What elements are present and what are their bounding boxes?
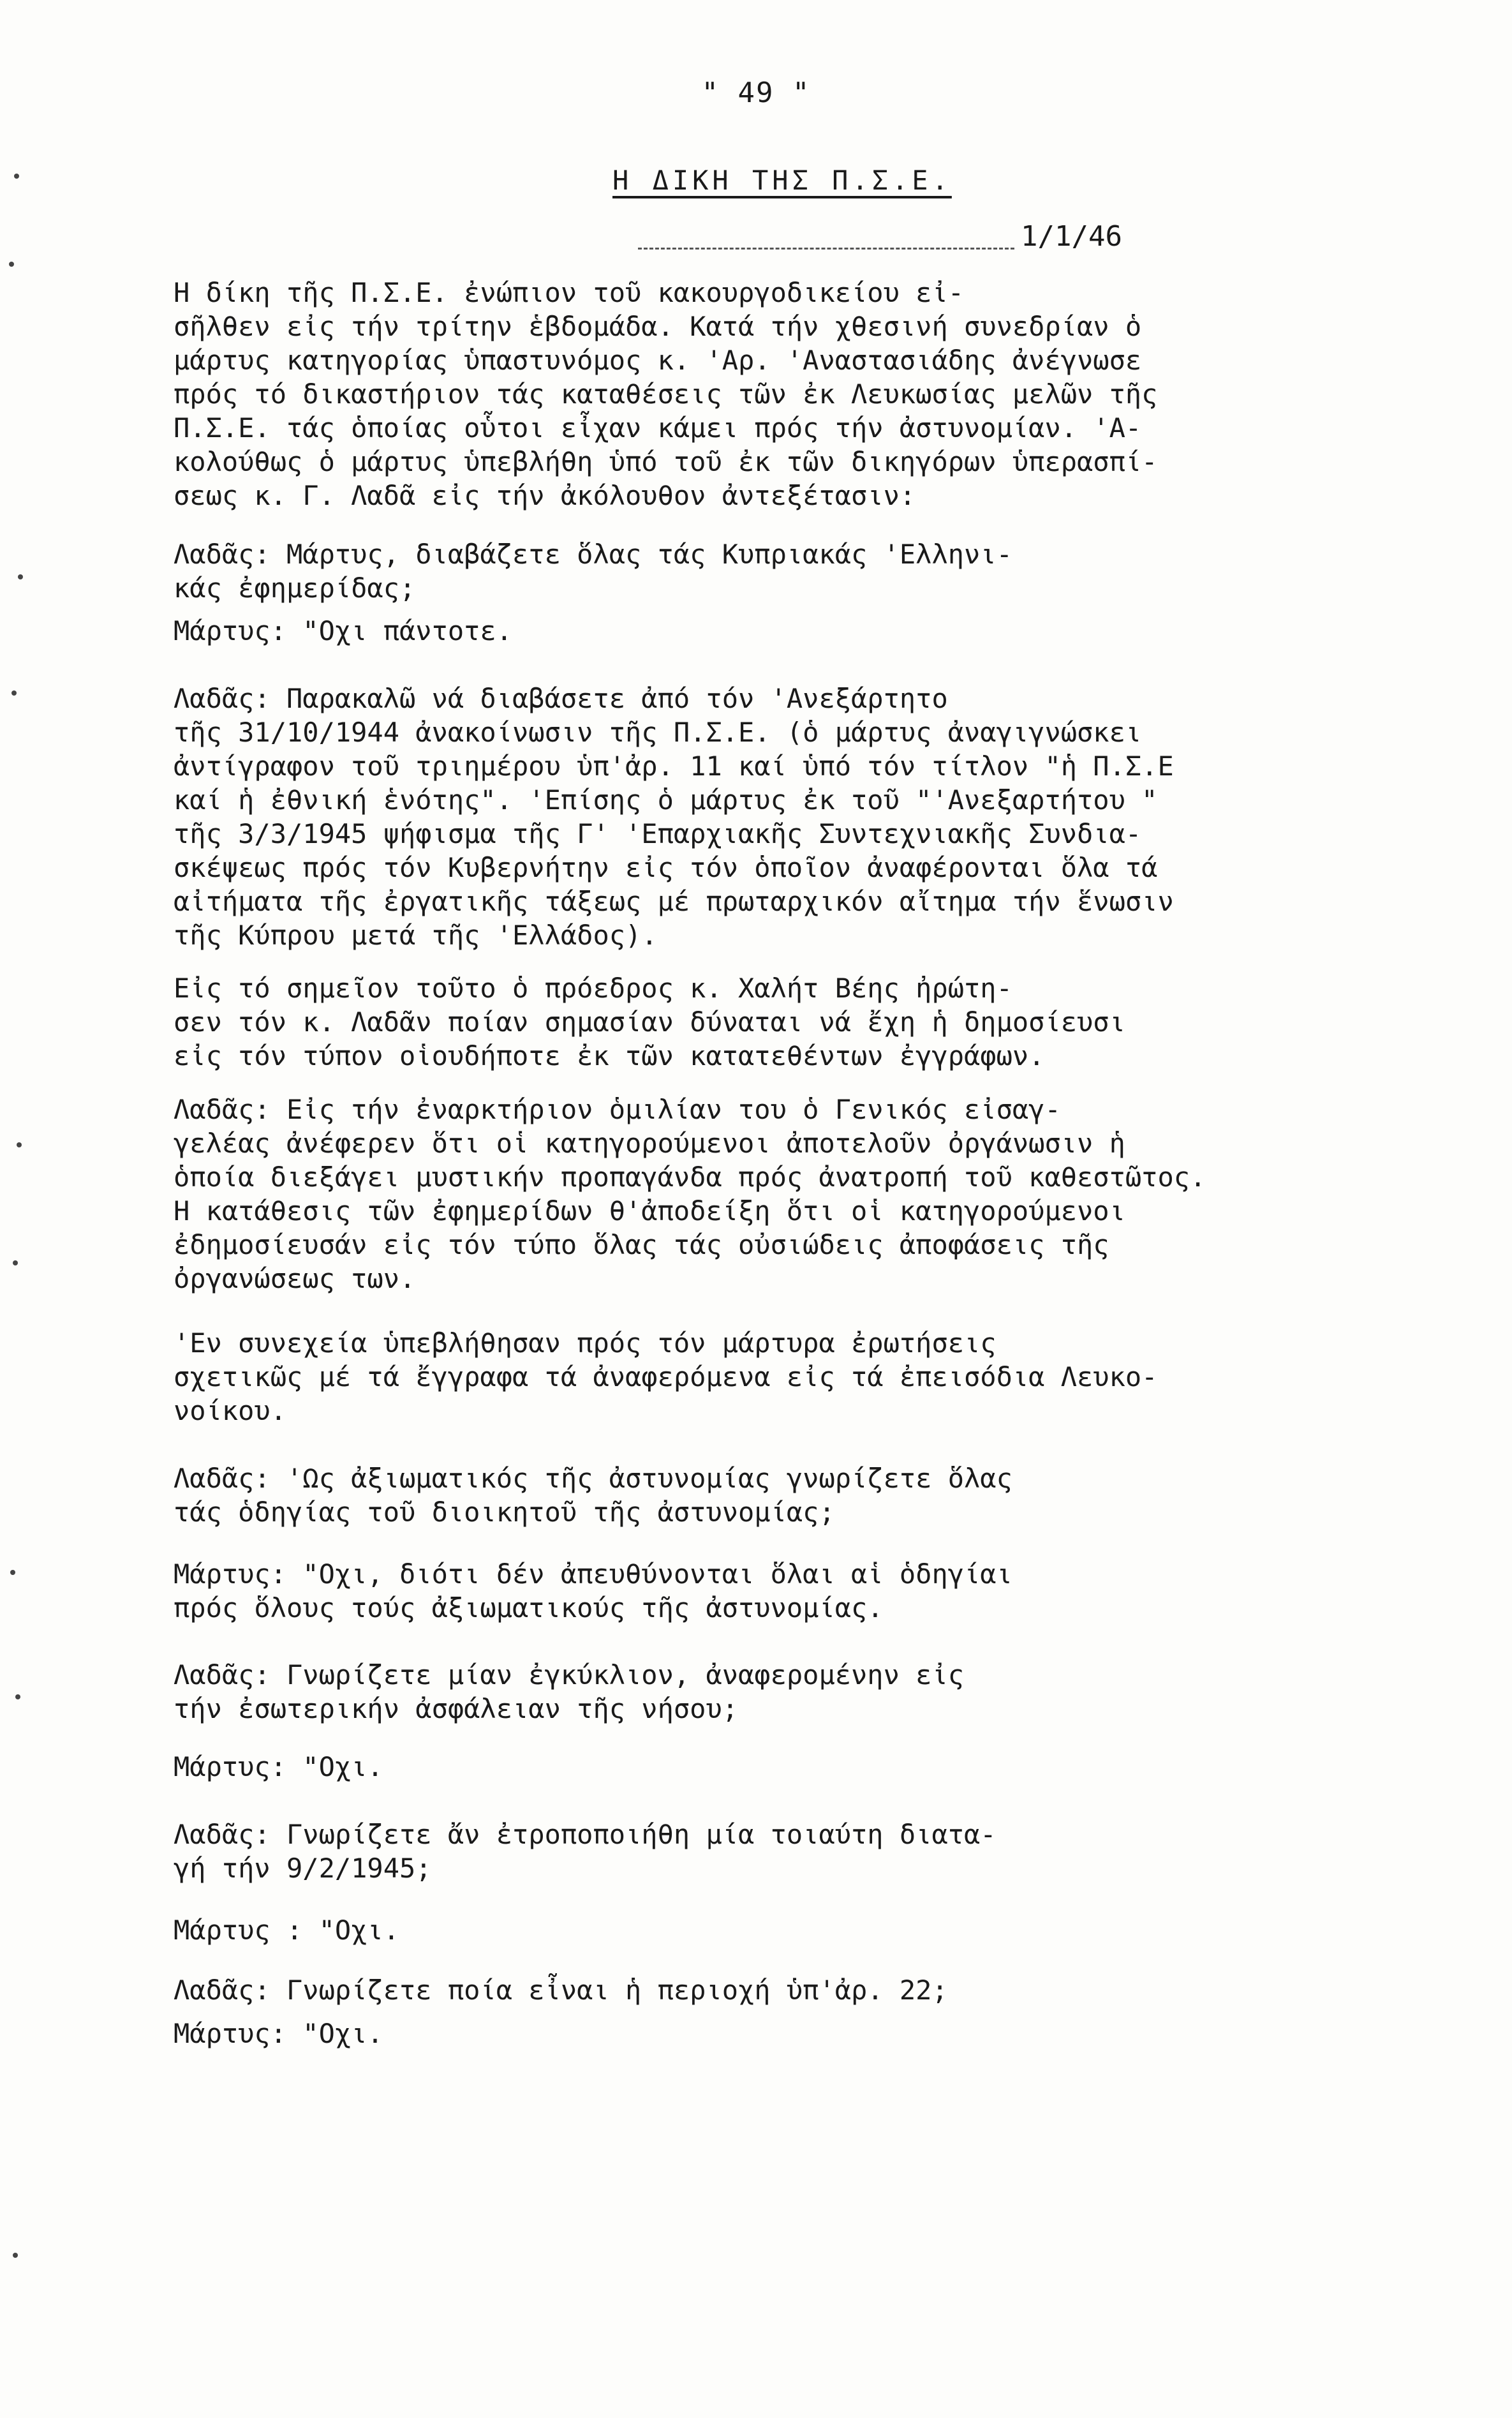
text-line: σκέψεως πρός τόν Κυβερνήτην εἰς τόν ὁποῖον ἀναφέρονται ὅλα τά: [174, 852, 1158, 883]
text-line: Εἰς τό σημεῖον τοῦτο ὁ πρόεδρος κ. Χαλήτ Βέης ἠρώτη-: [174, 973, 1012, 1004]
document-title: Η ΔΙΚΗ ΤΗΣ Π.Σ.Ε.: [612, 165, 952, 196]
text-line: ἐδημοσίευσάν εἰς τόν τύπο ὅλας τάς οὐσιώδεις ἀποφάσεις τῆς: [174, 1229, 1109, 1260]
text-line: Η δίκη τῆς Π.Σ.Ε. ἐνώπιον τοῦ κακουργοδικείου εἰ-: [174, 277, 965, 308]
paragraph-answer: [174, 2017, 1392, 2050]
text-line: σεως κ. Γ. Λαδᾶ εἰς τήν ἀκόλουθον ἀντεξέτασιν:: [174, 480, 916, 511]
paragraph-answer: [174, 1750, 1392, 1784]
text-line: γή τήν 9/2/1945;: [174, 1853, 432, 1884]
text-line: κολούθως ὁ μάρτυς ὑπεβλήθη ὑπό τοῦ ἐκ τῶν δικηγόρων ὑπερασπί-: [174, 446, 1158, 477]
paragraph-answer: [174, 614, 1392, 648]
text-line: νοίκου.: [174, 1395, 287, 1426]
text-line: εἰς τόν τύπον οἱουδήποτε ἐκ τῶν κατατεθέντων ἐγγράφων.: [174, 1040, 1045, 1071]
paragraph-question: [174, 682, 1392, 952]
text-line: σεν τόν κ. Λαδᾶν ποίαν σημασίαν δύναται νά ἔχη ἡ δημοσίευσι: [174, 1006, 1125, 1038]
paragraph-narration: [174, 971, 1392, 1073]
text-line: Η κατάθεσις τῶν ἐφημερίδων θ'ἀποδείξη ὅτι οἱ κατηγορούμενοι: [174, 1195, 1125, 1227]
text-line: γελέας ἀνέφερεν ὅτι οἱ κατηγορούμενοι ἀποτελοῦν ὀργάνωσιν ἡ: [174, 1128, 1125, 1159]
page-number: " 49 ": [701, 77, 811, 109]
text-line: ὀργανώσεως των.: [174, 1263, 416, 1294]
text-line: κάς ἐφημερίδας;: [174, 572, 416, 604]
text-line: Μάρτυς : "Οχι.: [174, 1914, 400, 1946]
text-line: 'Εν συνεχεία ὑπεβλήθησαν πρός τόν μάρτυρα ἐρωτήσεις: [174, 1327, 997, 1359]
text-line: ἀντίγραφον τοῦ τριημέρου ὑπ'ἀρ. 11 καί ὑπό τόν τίτλον "ἡ Π.Σ.Ε: [174, 750, 1174, 782]
scan-speck: [9, 262, 14, 267]
text-line: Λαδᾶς: 'Ως ἀξιωματικός τῆς ἀστυνομίας γνωρίζετε ὅλας: [174, 1463, 1012, 1494]
text-line: καί ἡ ἐθνική ἑνότης". 'Επίσης ὁ μάρτυς ἐκ τοῦ "'Ανεξαρτήτου ": [174, 784, 1158, 816]
text-line: Λαδᾶς: Εἰς τήν ἐναρκτήριον ὁμιλίαν του ὁ Γενικός εἰσαγ-: [174, 1094, 1061, 1125]
paragraph-question: [174, 1817, 1392, 1885]
text-line: ὁποία διεξάγει μυστικήν προπαγάνδα πρός ἀνατροπή τοῦ καθεστῶτος.: [174, 1161, 1206, 1193]
dashed-rule: [638, 248, 1014, 250]
scan-speck: [11, 690, 17, 696]
scan-speck: [17, 1142, 22, 1147]
scan-speck: [14, 174, 19, 179]
text-line: Μάρτυς: "Οχι.: [174, 2018, 383, 2049]
scan-speck: [10, 1570, 15, 1575]
text-line: Μάρτυς: "Οχι, διότι δέν ἀπευθύνονται ὅλαι αἱ ὁδηγίαι: [174, 1558, 1012, 1590]
text-line: μάρτυς κατηγορίας ὑπαστυνόμος κ. 'Αρ. 'Αναστασιάδης ἀνέγνωσε: [174, 345, 1142, 376]
text-line: Λαδᾶς: Γνωρίζετε ποία εἶναι ἡ περιοχή ὑπ'ἀρ. 22;: [174, 1974, 948, 2006]
text-line: Λαδᾶς: Γνωρίζετε ἄν ἐτροποποιήθη μία τοιαύτη διατα-: [174, 1819, 997, 1850]
paragraph-narration: [174, 1326, 1392, 1428]
paragraph-answer: [174, 1557, 1392, 1625]
text-line: τῆς Κύπρου μετά τῆς 'Ελλάδος).: [174, 920, 658, 951]
paragraph-question: [174, 1973, 1392, 2007]
paragraph-question: [174, 537, 1392, 605]
scan-speck: [13, 2253, 18, 2258]
scan-speck: [18, 574, 23, 579]
text-line: τήν ἐσωτερικήν ἀσφάλειαν τῆς νήσου;: [174, 1693, 739, 1724]
text-line: Λαδᾶς: Παρακαλῶ νά διαβάσετε ἀπό τόν 'Ανεξάρτητο: [174, 683, 948, 714]
text-line: Λαδᾶς: Γνωρίζετε μίαν ἐγκύκλιον, ἀναφερομένην εἰς: [174, 1659, 965, 1690]
text-line: τῆς 3/3/1945 ψήφισμα τῆς Γ' 'Επαρχιακῆς Συντεχνιακῆς Συνδια-: [174, 818, 1142, 849]
text-line: τῆς 31/10/1944 ἀνακοίνωσιν τῆς Π.Σ.Ε. (ὁ μάρτυς ἀναγιγνώσκει: [174, 717, 1142, 748]
paragraph-intro: [174, 276, 1392, 512]
text-line: αἰτήματα τῆς ἐργατικῆς τάξεως μέ πρωταρχικόν αἴτημα τήν ἕνωσιν: [174, 886, 1174, 917]
text-line: πρός ὅλους τούς ἀξιωματικούς τῆς ἀστυνομίας.: [174, 1592, 884, 1623]
text-line: πρός τό δικαστήριον τάς καταθέσεις τῶν ἐκ Λευκωσίας μελῶν τῆς: [174, 378, 1158, 410]
text-line: Λαδᾶς: Μάρτυς, διαβάζετε ὅλας τάς Κυπριακάς 'Ελληνι-: [174, 539, 1012, 570]
text-line: Μάρτυς: "Οχι.: [174, 1751, 383, 1782]
text-line: τάς ὁδηγίας τοῦ διοικητοῦ τῆς ἀστυνομίας;: [174, 1496, 835, 1528]
scan-speck: [15, 1694, 20, 1699]
paragraph-question: [174, 1658, 1392, 1726]
text-line: Π.Σ.Ε. τάς ὁποίας οὗτοι εἶχαν κάμει πρός τήν ἀστυνομίαν. 'Α-: [174, 412, 1142, 444]
paragraph-answer: [174, 1913, 1392, 1947]
text-line: Μάρτυς: "Οχι πάντοτε.: [174, 615, 513, 646]
scan-speck: [13, 1260, 18, 1265]
paragraph-question: [174, 1093, 1392, 1295]
text-line: σχετικῶς μέ τά ἔγγραφα τά ἀναφερόμενα εἰς τά ἐπεισόδια Λευκο-: [174, 1361, 1158, 1392]
document-date: 1/1/46: [1021, 220, 1122, 253]
text-line: σῆλθεν εἰς τήν τρίτην ἑβδομάδα. Κατά τήν χθεσινή συνεδρίαν ὁ: [174, 311, 1142, 342]
paragraph-question: [174, 1461, 1392, 1529]
